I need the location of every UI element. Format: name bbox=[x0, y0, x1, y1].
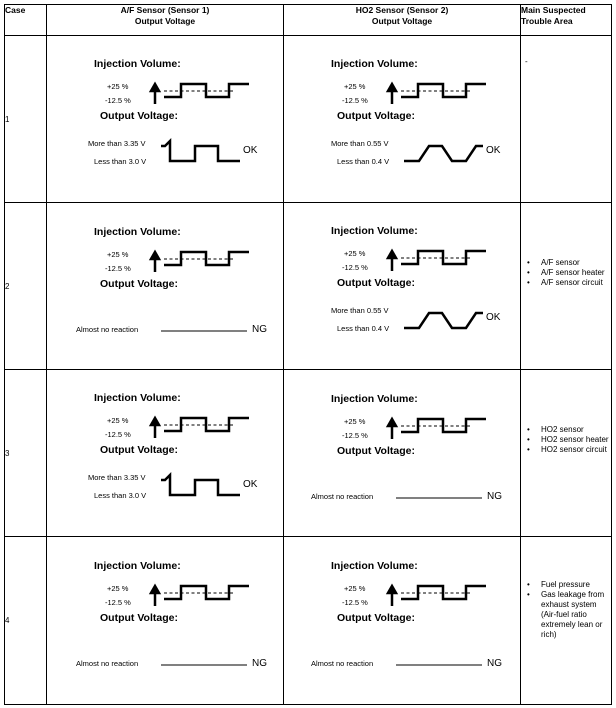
output-wave-line bbox=[161, 475, 240, 495]
no-reaction-label: Almost no reaction bbox=[311, 492, 374, 501]
injection-volume-title: Injection Volume: bbox=[331, 225, 418, 237]
ho2-cell bbox=[284, 203, 521, 370]
output-wave-line bbox=[404, 313, 483, 328]
result-ok: OK bbox=[243, 479, 258, 490]
output-voltage-title: Output Voltage: bbox=[100, 444, 178, 456]
trouble-area-item: • HO2 sensor circuit bbox=[521, 445, 613, 455]
ho2-cell bbox=[284, 370, 521, 537]
flat-line bbox=[396, 497, 482, 499]
no-reaction-label: Almost no reaction bbox=[76, 325, 139, 334]
injection-volume-title: Injection Volume: bbox=[94, 392, 181, 404]
minus-12-5-label: -12.5 % bbox=[105, 430, 131, 439]
up-arrow-icon bbox=[388, 586, 396, 606]
minus-12-5-label: -12.5 % bbox=[342, 598, 368, 607]
minus-12-5-label: -12.5 % bbox=[105, 264, 131, 273]
header-row bbox=[5, 5, 612, 36]
trouble-area-item: • A/F sensor circuit bbox=[521, 278, 613, 288]
output-wave-line bbox=[404, 146, 483, 161]
injection-volume-title: Injection Volume: bbox=[94, 226, 181, 238]
case-row bbox=[5, 370, 612, 537]
plus-25-label: +25 % bbox=[344, 82, 366, 91]
result-ng: NG bbox=[487, 491, 502, 502]
plus-25-label: +25 % bbox=[107, 584, 129, 593]
case-number: 3 bbox=[5, 370, 47, 537]
output-waveform bbox=[161, 141, 243, 165]
injection-waveform bbox=[151, 582, 251, 608]
trouble-area-item: • A/F sensor bbox=[521, 258, 613, 268]
injection-volume-title: Injection Volume: bbox=[94, 58, 181, 70]
no-reaction-label: Almost no reaction bbox=[311, 659, 374, 668]
flat-line bbox=[161, 330, 247, 332]
af-cell bbox=[47, 203, 284, 370]
no-reaction-label: Almost no reaction bbox=[76, 659, 139, 668]
trouble-area-item: • HO2 sensor bbox=[521, 425, 613, 435]
high-voltage-label: More than 3.35 V bbox=[88, 139, 146, 148]
case-number: 4 bbox=[5, 537, 47, 705]
case-number: 1 bbox=[5, 36, 47, 203]
output-voltage-title: Output Voltage: bbox=[337, 612, 415, 624]
header-trouble-area bbox=[521, 5, 612, 36]
header-case: Case bbox=[5, 5, 47, 36]
result-ok: OK bbox=[486, 145, 501, 156]
case-number: 2 bbox=[5, 203, 47, 370]
trouble-area-item: • Gas leakage from exhaust system (Air-fuel ratio extremely lean or rich) bbox=[521, 590, 613, 640]
header-ho2-line2: Output Voltage bbox=[371, 16, 433, 26]
header-ho2-sensor bbox=[284, 5, 521, 36]
low-voltage-label: Less than 3.0 V bbox=[94, 491, 147, 500]
header-area-line2: Trouble Area bbox=[521, 16, 573, 26]
injection-waveform bbox=[388, 415, 488, 441]
high-voltage-label: More than 3.35 V bbox=[88, 473, 146, 482]
injection-waveform bbox=[151, 80, 251, 106]
header-area-line1: Main Suspected bbox=[521, 5, 586, 15]
result-ng: NG bbox=[252, 658, 267, 669]
result-ng: NG bbox=[487, 658, 502, 669]
injection-volume-title: Injection Volume: bbox=[331, 393, 418, 405]
trouble-area-item: • Fuel pressure bbox=[521, 580, 613, 590]
injection-waveform bbox=[151, 414, 251, 440]
diagnosis-table bbox=[4, 4, 612, 705]
injection-volume-title: Injection Volume: bbox=[331, 560, 418, 572]
up-arrow-icon bbox=[151, 252, 159, 272]
output-voltage-title: Output Voltage: bbox=[100, 612, 178, 624]
flat-line bbox=[161, 664, 247, 666]
header-af-line1: A/F Sensor (Sensor 1) bbox=[120, 5, 210, 15]
output-voltage-title: Output Voltage: bbox=[337, 445, 415, 457]
up-arrow-icon bbox=[151, 418, 159, 438]
header-ho2-line1: HO2 Sensor (Sensor 2) bbox=[355, 5, 449, 15]
trouble-area-item: • HO2 sensor heater bbox=[521, 435, 613, 445]
injection-waveform bbox=[388, 247, 488, 273]
injection-volume-title: Injection Volume: bbox=[94, 560, 181, 572]
plus-25-label: +25 % bbox=[344, 584, 366, 593]
trouble-area-cell bbox=[521, 537, 612, 705]
high-voltage-label: More than 0.55 V bbox=[331, 139, 389, 148]
trouble-area-item: • A/F sensor heater bbox=[521, 268, 613, 278]
injection-waveform bbox=[151, 248, 251, 274]
af-cell bbox=[47, 370, 284, 537]
up-arrow-icon bbox=[388, 251, 396, 271]
case-row bbox=[5, 537, 612, 705]
trouble-area-list bbox=[521, 258, 613, 288]
ho2-cell bbox=[284, 36, 521, 203]
trouble-area-list bbox=[521, 580, 613, 640]
plus-25-label: +25 % bbox=[107, 250, 129, 259]
injection-volume-title: Injection Volume: bbox=[331, 58, 418, 70]
low-voltage-label: Less than 3.0 V bbox=[94, 157, 147, 166]
injection-waveform bbox=[388, 80, 488, 106]
output-waveform bbox=[161, 475, 243, 499]
minus-12-5-label: -12.5 % bbox=[342, 96, 368, 105]
injection-waveform bbox=[388, 582, 488, 608]
trouble-area-cell bbox=[521, 370, 612, 537]
header-af-sensor bbox=[47, 5, 284, 36]
output-wave-line bbox=[161, 141, 240, 161]
plus-25-label: +25 % bbox=[344, 417, 366, 426]
high-voltage-label: More than 0.55 V bbox=[331, 306, 389, 315]
case-row bbox=[5, 203, 612, 370]
minus-12-5-label: -12.5 % bbox=[105, 96, 131, 105]
trouble-area-cell bbox=[521, 36, 612, 203]
low-voltage-label: Less than 0.4 V bbox=[337, 324, 390, 333]
result-ok: OK bbox=[486, 312, 501, 323]
result-ng: NG bbox=[252, 324, 267, 335]
plus-25-label: +25 % bbox=[107, 82, 129, 91]
ho2-cell bbox=[284, 537, 521, 705]
output-voltage-title: Output Voltage: bbox=[100, 278, 178, 290]
af-cell bbox=[47, 36, 284, 203]
flat-line bbox=[396, 664, 482, 666]
output-waveform bbox=[404, 308, 486, 332]
trouble-area-list bbox=[521, 425, 613, 455]
up-arrow-icon bbox=[151, 84, 159, 104]
up-arrow-icon bbox=[388, 84, 396, 104]
trouble-area-none: - bbox=[525, 57, 528, 66]
minus-12-5-label: -12.5 % bbox=[342, 431, 368, 440]
output-voltage-title: Output Voltage: bbox=[337, 110, 415, 122]
trouble-area-cell bbox=[521, 203, 612, 370]
output-voltage-title: Output Voltage: bbox=[337, 277, 415, 289]
output-voltage-title: Output Voltage: bbox=[100, 110, 178, 122]
low-voltage-label: Less than 0.4 V bbox=[337, 157, 390, 166]
minus-12-5-label: -12.5 % bbox=[105, 598, 131, 607]
plus-25-label: +25 % bbox=[107, 416, 129, 425]
plus-25-label: +25 % bbox=[344, 249, 366, 258]
up-arrow-icon bbox=[388, 419, 396, 439]
result-ok: OK bbox=[243, 145, 258, 156]
case-row bbox=[5, 36, 612, 203]
header-af-line2: Output Voltage bbox=[134, 16, 196, 26]
up-arrow-icon bbox=[151, 586, 159, 606]
output-waveform bbox=[404, 141, 486, 165]
minus-12-5-label: -12.5 % bbox=[342, 263, 368, 272]
af-cell bbox=[47, 537, 284, 705]
